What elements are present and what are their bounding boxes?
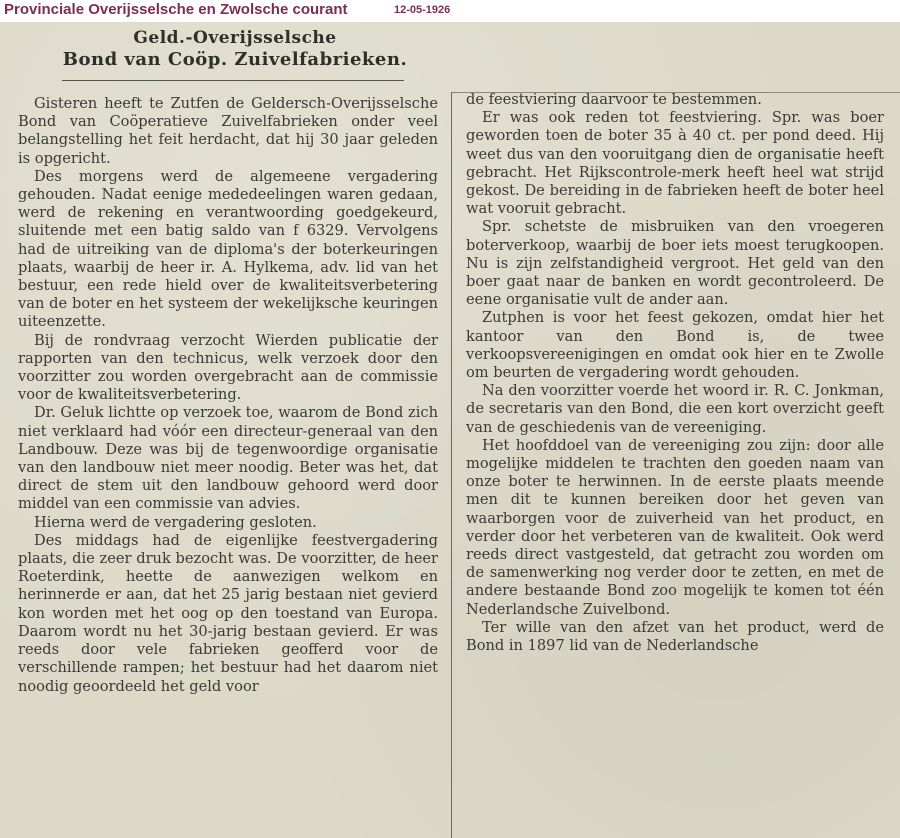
article-title-line-1: Geld.-Overijsselsche bbox=[133, 28, 337, 48]
left-paragraph-3: Bij de rondvraag verzocht Wierden publicatie der rapporten van den technicus, welk verzoek door den voorzitter zou worden overgebracht aan de commissie voor de kwaliteitsverbetering. bbox=[18, 331, 438, 404]
right-paragraph-4: Zutphen is voor het feest gekozen, omdat hier het kantoor van den Bond is, de twee verkoopsvereenigingen en omdat ook hier en te Zwolle om beurten de vergadering wordt gehouden. bbox=[466, 309, 884, 382]
article-title-line-2: Bond van Coöp. Zuivelfabrieken. bbox=[62, 49, 408, 70]
column-divider bbox=[451, 92, 452, 838]
publication-title[interactable]: Provinciale Overijsselsche en Zwolsche courant bbox=[4, 1, 348, 18]
publication-date: 12-05-1926 bbox=[394, 4, 451, 16]
left-paragraph-1: Gisteren heeft te Zutfen de Geldersch-Overijsselsche Bond van Coöperatieve Zuivelfabrieken onder veel belangstelling het feit herdacht, dat hij 30 jaar geleden is opgericht. bbox=[18, 95, 438, 167]
right-paragraph-7: Ter wille van den afzet van het product, werd de Bond in 1897 lid van de Nederlandsche bbox=[466, 618, 884, 655]
right-paragraph-6: Het hoofddoel van de vereeniging zou zijn: door alle mogelijke middelen te trachten den goeden naam van onze boter te herwinnen. In de eerste plaats meende men dit te kunnen bereiken door het geven van waarborgen voor de zuiverheid van het product, en verder door het verbeteren van de kwaliteit. Ook werd reeds direct vastgesteld, dat getracht zou worden om de samenwerking nog verder door te zetten, en met de andere bestaande Bond zoo mogelijk te komen tot één Nederlandsche Zuivelbond. bbox=[466, 436, 884, 618]
newspaper-clipping bbox=[0, 22, 900, 838]
left-paragraph-6: Des middags had de eigenlijke feestvergadering plaats, die zeer druk bezocht was. De voorzitter, de heer Roeterdink, heette de aanwezigen welkom en herinnerde er aan, dat het 25 jarig bestaan niet gevierd kon worden met het oog op den toestand van Europa. Daarom wordt nu het 30-jarig bestaan gevierd. Er was reeds door vele fabrieken geofferd voor de verschillende rampen; het bestuur had het daarom niet noodig geoordeeld het geld voor bbox=[18, 531, 438, 695]
right-column bbox=[466, 91, 884, 655]
right-paragraph-1: de feestviering daarvoor te bestemmen. bbox=[466, 91, 762, 108]
left-column bbox=[18, 95, 438, 696]
right-paragraph-5: Na den voorzitter voerde het woord ir. R. C. Jonkman, de secretaris van den Bond, die een kort overzicht geeft van de geschiedenis van de vereeniging. bbox=[466, 382, 884, 436]
left-paragraph-2: Des morgens werd de algemeene vergadering gehouden. Nadat eenige mededeelingen waren gedaan, werd de rekening en verantwoording goedgekeurd, sluitende met een batig saldo van f 6329. Vervolgens had de uitreiking van de diploma's der boterkeuringen plaats, waarbij de heer ir. A. Hylkema, adv. lid van het bestuur, een rede hield over de kwaliteitsverbetering van de boter en het systeem der wekelijksche keuringen uiteenzette. bbox=[18, 167, 438, 331]
viewer-header bbox=[0, 0, 900, 22]
right-paragraph-2: Er was ook reden tot feestviering. Spr. was boer geworden toen de boter 35 à 40 ct. per pond deed. Hij weet dus van den vooruitgang dien de organisatie heeft gebracht. Het Rijkscontrole-merk heeft heel wat strijd gekost. De bereiding in de fabrieken heeft de boter heel wat vooruit gebracht. bbox=[466, 109, 884, 218]
right-paragraph-3: Spr. schetste de misbruiken van den vroegeren boterverkoop, waarbij de boer iets moest terugkoopen. Nu is zijn zelfstandigheid vergroot. Het geld van den boer gaat naar de banken en wordt gecontroleerd. De eene organisatie vult de ander aan. bbox=[466, 218, 884, 309]
title-divider bbox=[62, 80, 404, 81]
left-paragraph-5: Hierna werd de vergadering gesloten. bbox=[34, 513, 317, 531]
left-paragraph-4: Dr. Geluk lichtte op verzoek toe, waarom de Bond zich niet verklaard had vóór een directeur-generaal van den Landbouw. Deze was bij de tegenwoordige organisatie van den landbouw niet meer noodig. Beter was het, dat direct de stem uit den landbouw gehoord werd door middel van een commissie van advies. bbox=[18, 404, 438, 513]
